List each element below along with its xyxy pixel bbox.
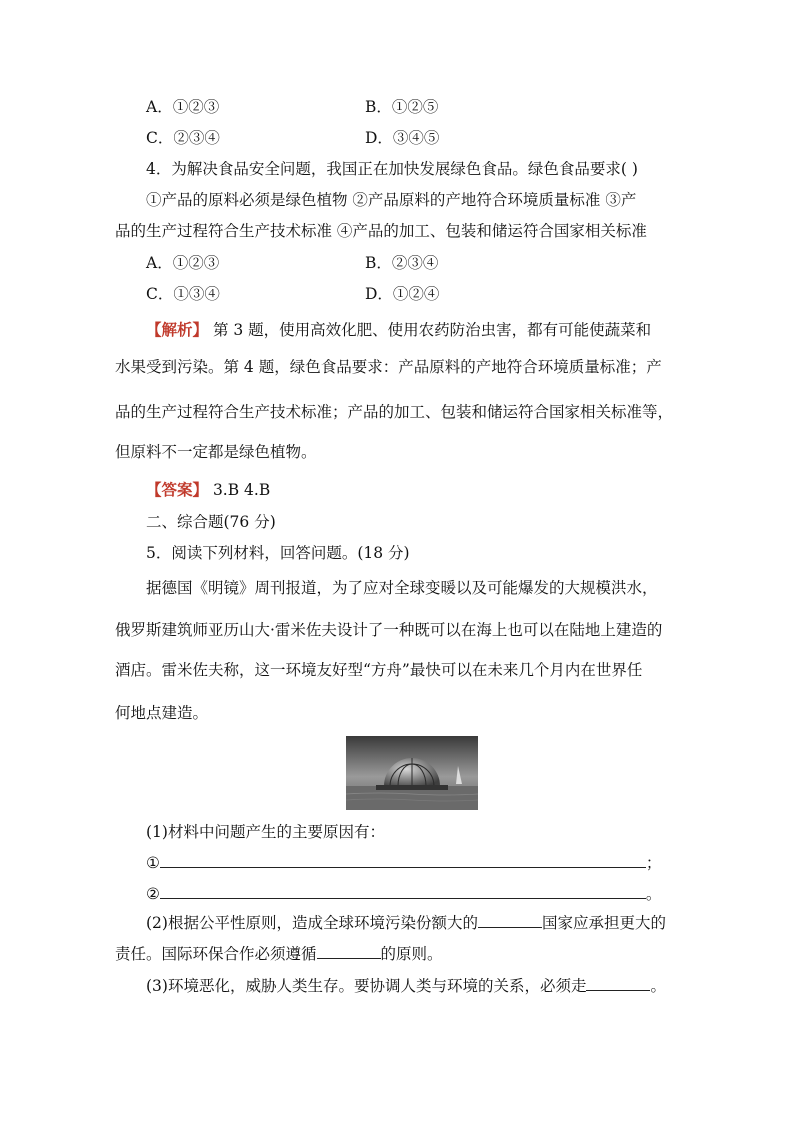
q3-option-b: B．①②⑤: [365, 98, 439, 116]
q4-option-d: D．①②④: [365, 285, 440, 303]
q5-sub2-line1: [146, 913, 666, 933]
sub1-b-marker: ②: [146, 885, 160, 903]
answer-text: 3.B 4.B: [208, 481, 271, 499]
q5-paragraph-line2: 俄罗斯建筑师亚历山大·雷米佐夫设计了一种既可以在海上也可以在陆地上建造的: [115, 621, 663, 639]
q4-option-a: A．①②③: [146, 254, 220, 272]
q5-sub1-line-b: [146, 884, 661, 904]
q5-paragraph-line3: 酒店。雷米佐夫称，这一环境友好型“方舟”最快可以在未来几个月内在世界任: [115, 661, 643, 679]
answer-line: [146, 480, 270, 500]
q3-option-a: A．①②③: [146, 98, 220, 116]
answer-blank-4[interactable]: [317, 944, 381, 959]
analysis-text1: 第 3 题，使用高效化肥、使用农药防治虫害，都有可能使蔬菜和: [208, 321, 652, 339]
sub3-b: 。: [650, 977, 666, 995]
answer-blank-1[interactable]: [160, 853, 646, 868]
q4-line2: ①产品的原料必须是绿色植物 ②产品原料的产地符合环境质量标准 ③产: [146, 191, 637, 209]
q4-line3: 品的生产过程符合生产技术标准 ④产品的加工、包装和储运符合国家相关标准: [115, 222, 647, 240]
q5-sub1-line-a: [146, 853, 661, 873]
sub2-l1b: 国家应承担更大的: [541, 914, 666, 932]
analysis-line2: 水果受到污染。第 4 题，绿色食品要求：产品原料的产地符合环境质量标准；产: [115, 358, 662, 376]
sub1-a-marker: ①: [146, 854, 160, 872]
answer-blank-3[interactable]: [478, 913, 542, 928]
sub1-a-end: ；: [645, 854, 662, 872]
analysis-tag: 【解析】: [146, 320, 209, 339]
floating-hotel-illustration: [346, 736, 478, 810]
analysis-line3: 品的生产过程符合生产技术标准；产品的加工、包装和储运符合国家相关标准等，: [115, 403, 674, 421]
answer-tag: 【答案】: [146, 480, 209, 499]
sub3-a: (3)环境恶化，威胁人类生存。要协调人类与环境的关系，必须走: [146, 977, 587, 995]
answer-blank-5[interactable]: [586, 976, 650, 991]
q5-paragraph-line4: 何地点建造。: [115, 704, 209, 722]
q3-option-c: C．②③④: [146, 129, 220, 147]
answer-blank-2[interactable]: [160, 884, 646, 899]
floating-hotel-photo: [346, 736, 478, 810]
sub2-l2b: 的原则。: [380, 945, 443, 963]
q5-sub1: (1)材料中问题产生的主要原因有：: [146, 823, 385, 841]
analysis-line1: [146, 320, 651, 340]
q4-stem: 4．为解决食品安全问题，我国正在加快发展绿色食品。绿色食品要求( ): [146, 160, 638, 178]
q4-option-c: C．①③④: [146, 285, 220, 303]
q3-option-d: D．③④⑤: [365, 129, 440, 147]
q5-sub2-line2: [115, 944, 443, 964]
analysis-line4: 但原料不一定都是绿色植物。: [115, 443, 317, 461]
sub2-l2a: 责任。国际环保合作必须遵循: [115, 945, 317, 963]
q4-option-b: B．②③④: [365, 254, 439, 272]
sub2-l1a: (2)根据公平性原则，造成全球环境污染份额大的: [146, 914, 478, 932]
sub1-b-end: 。: [645, 885, 662, 903]
q5-stem: 5．阅读下列材料，回答问题。(18 分): [146, 544, 410, 562]
q5-paragraph-line1: 据德国《明镜》周刊报道，为了应对全球变暖以及可能爆发的大规模洪水，: [146, 579, 658, 597]
q5-sub3: [146, 976, 666, 996]
section-heading: 二、综合题(76 分): [146, 513, 276, 531]
